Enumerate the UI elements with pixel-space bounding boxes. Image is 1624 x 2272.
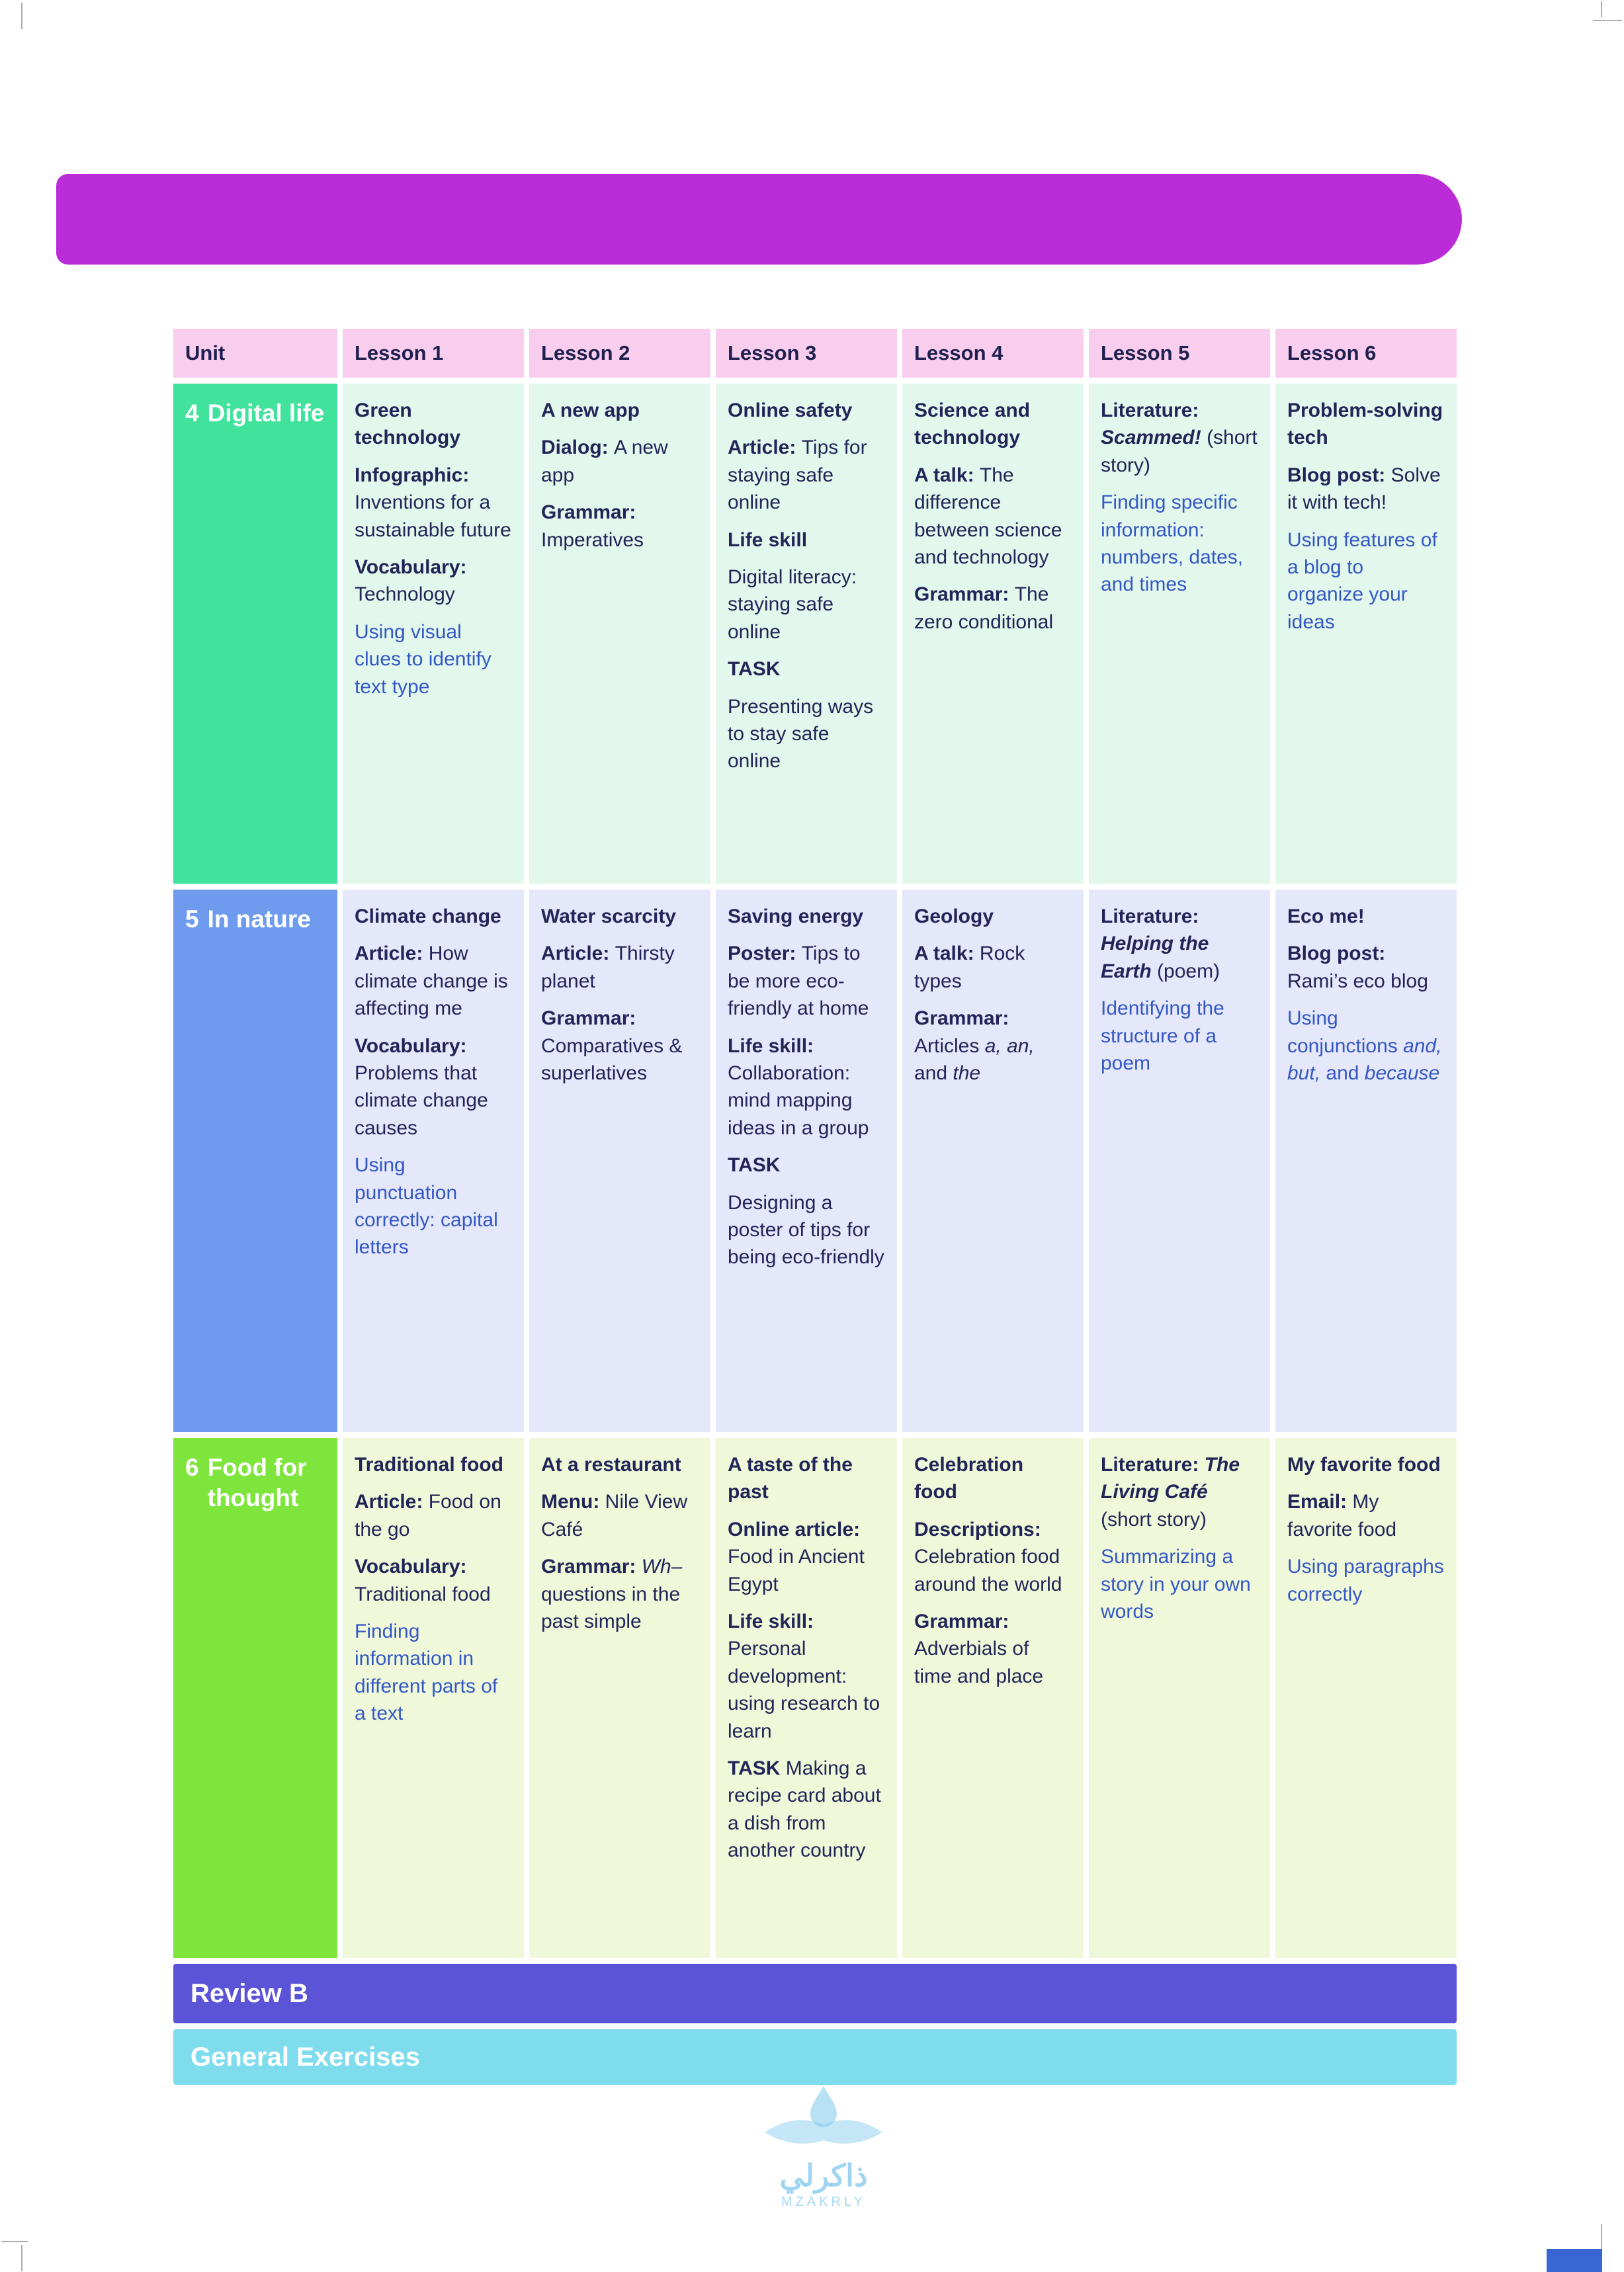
cell-paragraph: Menu: Nile View Café xyxy=(541,1491,688,1540)
watermark-latin-text: MZAKRLY xyxy=(781,2195,866,2209)
unit-row-4 xyxy=(173,384,1457,884)
section-banner-review: Review B xyxy=(173,1964,1457,2023)
unit-number: 4 xyxy=(185,400,199,427)
cell-paragraph: Descriptions: Celebration food around the world xyxy=(914,1518,1062,1595)
cell-paragraph: TASK xyxy=(728,1154,781,1177)
cell-paragraph: Blog post: Solve it with tech! xyxy=(1287,464,1441,514)
lesson-cell-u5-l6 xyxy=(1275,890,1457,1432)
lesson-cell-u4-l5 xyxy=(1089,384,1270,884)
unit-row-5 xyxy=(173,890,1457,1432)
lesson-cell-u4-l1 xyxy=(343,384,524,884)
curriculum-table xyxy=(173,329,1457,2085)
cell-paragraph: Geology xyxy=(914,905,994,927)
cell-paragraph: Poster: Tips to be more eco-friendly at home xyxy=(728,943,869,1020)
strategy-text: Summarizing a story in your own words xyxy=(1101,1546,1251,1622)
cell-paragraph: Eco me! xyxy=(1287,905,1365,927)
cell-paragraph: Green technology xyxy=(355,400,461,449)
lesson-cell-u4-l6 xyxy=(1275,384,1457,884)
strategy-text: Using paragraphs correctly xyxy=(1287,1556,1444,1605)
lesson-cell-u6-l1 xyxy=(343,1438,524,1958)
cell-paragraph: Vocabulary: Technology xyxy=(355,556,467,606)
cell-paragraph: My favorite food xyxy=(1287,1454,1441,1476)
unit-row-6 xyxy=(173,1438,1457,1958)
section-banner-exercises: General Exercises xyxy=(173,2029,1457,2085)
header-cell-lesson-6: Lesson 6 xyxy=(1275,329,1457,378)
unit-cell-6 xyxy=(173,1438,337,1958)
unit-title: In nature xyxy=(207,905,311,933)
header-cell-lesson-4: Lesson 4 xyxy=(902,329,1084,378)
header-cell-lesson-3: Lesson 3 xyxy=(716,329,897,378)
lesson-cell-u6-l3 xyxy=(716,1438,897,1958)
cell-paragraph: Traditional food xyxy=(355,1454,503,1476)
cell-paragraph: A talk: The difference between science and technology xyxy=(914,464,1062,568)
strategy-text: Finding information in different parts of a text xyxy=(355,1620,498,1725)
lesson-cell-u5-l3 xyxy=(716,890,897,1432)
unit-number: 6 xyxy=(185,1454,199,1481)
lesson-cell-u6-l4 xyxy=(902,1438,1084,1958)
cell-paragraph: Climate change xyxy=(355,905,501,927)
cell-paragraph: Saving energy xyxy=(728,905,864,927)
cell-paragraph: Life skill: Personal development: using research to learn xyxy=(728,1610,880,1742)
crop-mark-top-left-v xyxy=(21,3,22,29)
lesson-cell-u5-l2 xyxy=(529,890,710,1432)
header-cell-lesson-2: Lesson 2 xyxy=(529,329,710,378)
unit-title: Food for thought xyxy=(207,1454,307,1512)
cell-paragraph: Article: Tips for staying safe online xyxy=(728,437,867,514)
strategy-text: Using punctuation correctly: capital letters xyxy=(355,1154,498,1259)
cell-paragraph: Vocabulary: Traditional food xyxy=(355,1556,491,1605)
cell-paragraph: TASK xyxy=(728,658,781,681)
header-cell-lesson-1: Lesson 1 xyxy=(343,329,524,378)
cell-paragraph: Email: My favorite food xyxy=(1287,1491,1397,1540)
cell-paragraph: A new app xyxy=(541,400,640,421)
cell-paragraph: Online safety xyxy=(728,400,853,421)
top-banner xyxy=(56,174,1462,265)
cell-paragraph: At a restaurant xyxy=(541,1454,681,1476)
watermark-logo xyxy=(731,2083,916,2210)
crop-mark-bottom-left-h xyxy=(1,2241,28,2242)
cell-paragraph: Vocabulary: Problems that climate change causes xyxy=(355,1034,488,1139)
cell-paragraph: Problem-solving tech xyxy=(1287,400,1443,449)
cell-paragraph: Science and technology xyxy=(914,400,1031,449)
cell-paragraph: Presenting ways to stay safe online xyxy=(728,695,874,773)
strategy-text: Using visual clues to identify text type xyxy=(355,620,491,698)
cell-paragraph: Article: Thirsty planet xyxy=(541,943,675,992)
cell-paragraph: Life skill: Collaboration: mind mapping ideas in a group xyxy=(728,1034,869,1139)
unit-cell-5 xyxy=(173,890,337,1432)
crop-mark-bottom-left-v xyxy=(21,2245,22,2271)
cell-paragraph: Online article: Food in Ancient Egypt xyxy=(728,1518,865,1595)
strategy-text: Identifying the structure of a poem xyxy=(1101,997,1224,1074)
strategy-text: Using conjunctions and, but, and because xyxy=(1287,1007,1442,1084)
cell-paragraph: Grammar: The zero conditional xyxy=(914,583,1054,633)
cell-paragraph: TASK Making a recipe card about a dish from another country xyxy=(728,1757,881,1862)
cell-paragraph: Article: How climate change is affecting me xyxy=(355,943,508,1020)
lesson-cell-u6-l6 xyxy=(1275,1438,1457,1958)
lesson-cell-u4-l2 xyxy=(529,384,710,884)
bottom-print-mark xyxy=(1547,2249,1602,2272)
lesson-cell-u5-l4 xyxy=(902,890,1084,1432)
lesson-cell-u5-l5 xyxy=(1089,890,1270,1432)
watermark-arabic-text: ذاكرلي xyxy=(779,2158,868,2193)
cell-paragraph: Grammar: Comparatives & superlatives xyxy=(541,1007,683,1084)
cell-paragraph: Grammar: Articles a, an, and the xyxy=(914,1007,1035,1084)
cell-paragraph: Dialog: A new app xyxy=(541,437,668,486)
crop-mark-bottom-right-v xyxy=(1601,2224,1602,2250)
crop-mark-top-right-h xyxy=(1593,20,1622,21)
cell-paragraph: Literature: The Living Café (short story) xyxy=(1101,1454,1240,1531)
cell-paragraph: Blog post: Rami’s eco blog xyxy=(1287,943,1428,992)
cell-paragraph: Grammar: Wh– questions in the past simple xyxy=(541,1556,683,1632)
cell-paragraph: Celebration food xyxy=(914,1454,1024,1503)
header-cell-lesson-5: Lesson 5 xyxy=(1089,329,1270,378)
cell-paragraph: A talk: Rock types xyxy=(914,943,1025,992)
cell-paragraph: A taste of the past xyxy=(728,1454,853,1503)
cell-paragraph: Article: Food on the go xyxy=(355,1491,501,1540)
lesson-cell-u5-l1 xyxy=(343,890,524,1432)
strategy-text: Finding specific information: numbers, dates, and times xyxy=(1101,491,1244,596)
cell-paragraph: Digital literacy: staying safe online xyxy=(728,566,857,643)
lesson-cell-u6-l2 xyxy=(529,1438,710,1958)
lesson-cell-u6-l5 xyxy=(1089,1438,1270,1958)
lesson-cell-u4-l4 xyxy=(902,384,1084,884)
header-cell-unit: Unit xyxy=(173,329,337,378)
cell-paragraph: Designing a poster of tips for being eco-friendly xyxy=(728,1191,884,1269)
lesson-cell-u4-l3 xyxy=(716,384,897,884)
cell-paragraph: Grammar: Adverbials of time and place xyxy=(914,1610,1044,1687)
cell-paragraph: Infographic: Inventions for a sustainable future xyxy=(355,464,511,541)
unit-cell-4 xyxy=(173,384,337,884)
watermark-book-drop-icon xyxy=(754,2083,893,2156)
table-header-row xyxy=(173,329,1457,378)
crop-mark-top-right-v xyxy=(1601,1,1602,17)
unit-title: Digital life xyxy=(207,400,325,427)
cell-paragraph: Life skill xyxy=(728,528,808,551)
cell-paragraph: Water scarcity xyxy=(541,905,676,927)
strategy-text: Using features of a blog to organize your ideas xyxy=(1287,528,1437,633)
unit-number: 5 xyxy=(185,905,199,933)
cell-paragraph: Grammar: Imperatives xyxy=(541,501,644,551)
cell-paragraph: Literature: Helping the Earth (poem) xyxy=(1101,905,1220,982)
cell-paragraph: Literature: Scammed! (short story) xyxy=(1101,400,1258,476)
